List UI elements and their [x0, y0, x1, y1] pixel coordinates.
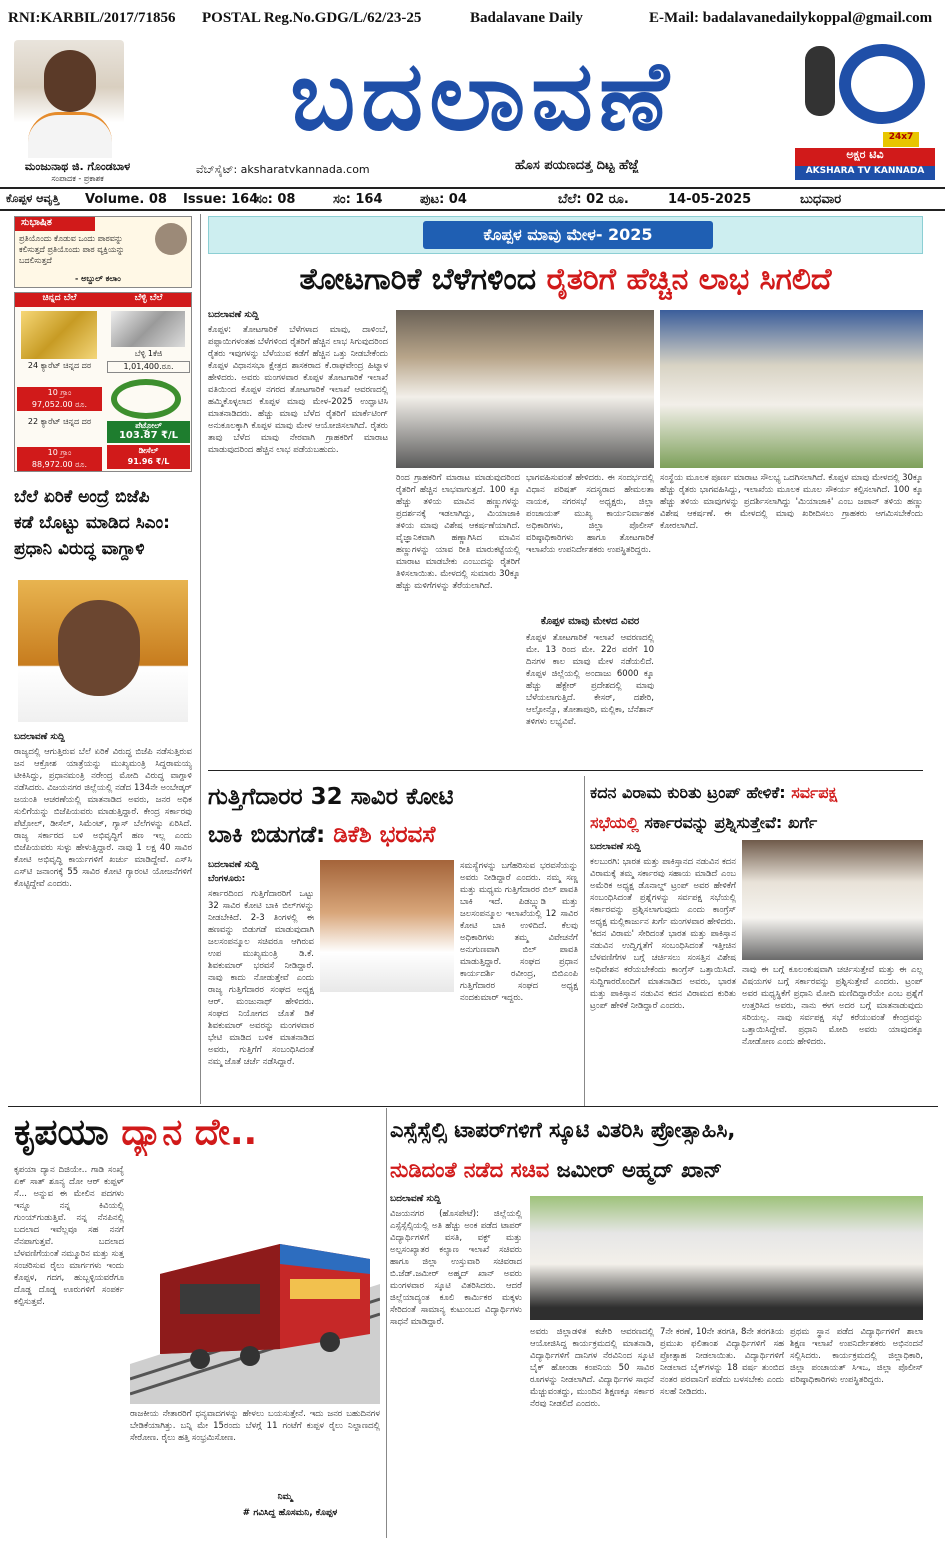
kharge-body-col1: ಕಲಬುರಗಿ: ಭಾರತ ಮತ್ತು ಪಾಕಿಸ್ತಾನದ ನಡುವಿನ ಕದನ ವಿರಾಮಕ್ಕೆ ತಮ್ಮ ಸರ್ಕಾರವು ಸಹಾಯ ಮಾಡಿದೆ ಎಂಬ ಅಮೆರಿಕ ಅಧ್ಯಕ್ಷ ಡೊನಾಲ್ಡ್ ಟ್ರಂಪ್ ಅವರ ಹೇಳಿಕೆಗೆ ಸಂಬಂಧಿಸಿದಂತೆ ಪ್ರಶ್ನೆಗಳನ್ನು ಸರ್ವಪಕ್ಷ ಸಭೆಯಲ್ಲಿ ಸರ್ಕಾರವನ್ನು ಪ್ರಶ್ನಿಸಲಾಗುವುದು ಎಂದು ಕಾಂಗ್ರೆಸ್ ಅಧ್ಯಕ್ಷ ಮಲ್ಲಿಕಾರ್ಜುನ ಖರ್ಗೆ ಮಂಗಳವಾರ ಹೇಳಿದರು. 'ಕದನ ವಿರಾಮ' ಸೇರಿದಂತೆ ಭಾರತ ಮತ್ತು ಪಾಕಿಸ್ತಾನ ನಡುವಿನ ಉದ್ವಿಗ್ನತೆಗೆ ಸಂಬಂಧಿಸಿದಂತೆ ಇತ್ತೀಚಿನ ಬೆಳವಣಿಗೆಗಳ ಬಗ್ಗೆ ಚರ್ಚಿಸಲು ಸಂಸತ್ತಿನ ವಿಶೇಷ ಅಧಿವೇಶನ ಕರೆಯಬೇಕೆಂದು ಕಾಂಗ್ರೆಸ್ ಒತ್ತಾಯಿಸಿದೆ. ಸುದ್ದಿಗಾರರೊಂದಿಗೆ ಮಾತನಾಡಿದ ಅವರು, ಭಾರತ ಮತ್ತು ಪಾಕಿಸ್ತಾನ ನಡುವಿನ ಕದನ ವಿರಾಮದ ಕುರಿತು ಟ್ರಂಪ್ ಹೇಳಿಕೆ ನೀಡಿದ್ದಾರೆ ಎಂದರು.	[590, 857, 736, 1011]
diesel-label: ಡೀಸೆಲ್	[138, 446, 159, 455]
tv-name-kannada: ಅಕ್ಷರ ಟಿವಿ	[795, 148, 935, 166]
tv-logo	[795, 40, 935, 182]
dks-body-col1: ಸರ್ಕಾರದಿಂದ ಗುತ್ತಿಗೆದಾರರಿಗೆ ಒಟ್ಟು 32 ಸಾವಿರ ಕೋಟಿ ಬಾಕಿ ಬಿಲ್‌ಗಳನ್ನು ನೀಡಬೇಕಿದೆ. 2-3 ತಿಂಗಳಲ್ಲಿ ಈ ಹಣವನ್ನು ಬಿಡುಗಡೆ ಮಾಡುವುದಾಗಿ ಜಲಸಂಪನ್ಮೂಲ ಸಚಿವರೂ ಆಗಿರುವ ಉಪ ಮುಖ್ಯಮಂತ್ರಿ ಡಿ.ಕೆ. ಶಿವಕುಮಾರ್ ಭರವಸೆ ನೀಡಿದ್ದಾರೆ. ನಾವು ಕಾದು ನೋಡುತ್ತೇವೆ ಎಂದು ರಾಜ್ಯ ಗುತ್ತಿಗೆದಾರರ ಸಂಘದ ಅಧ್ಯಕ್ಷ ಆರ್. ಮಂಜುನಾಥ್ ಹೇಳಿದರು. ಸಂಘದ ನಿಯೋಗದ ಜೊತೆ ಡಿಕೆ ಶಿವಕುಮಾರ್ ಅವರನ್ನು ಮಂಗಳವಾರ ಭೇಟಿ ಮಾಡಿದ ಬಳಿಕ ಮಾತನಾಡಿದ ಅವರು, ಗುತ್ತಿಗೆಗೆ ಸಂಬಂಧಿಸಿದಂತೆ ನಮ್ಮ ಜೊತೆ ಚರ್ಚೆ ನಡೆಸಿದ್ದಾರೆ.	[208, 889, 314, 1067]
lead-body-col2: ರಿಂದ ಗ್ರಾಹಕರಿಗೆ ಮಾರಾಟ ಮಾಡುವುದರಿಂದ ರೈತರಿಗೆ ಹೆಚ್ಚಿನ ಲಾಭವಾಗುತ್ತದೆ. 100 ಕ್ಕೂ ಹೆಚ್ಚು ತಳಿಯ ಮಾವಿನ ಹಣ್ಣುಗಳನ್ನು ಪ್ರದರ್ಶನಕ್ಕೆ ಇಡಲಾಗಿದ್ದು, ಮಿಯಾಜಾಕಿ ತಳಿಯ ಮಾವು ವಿಶೇಷ ಆಕರ್ಷಣೆಯಾಗಿದೆ. ವೈಜ್ಞಾನಿಕವಾಗಿ ಹಣ್ಣಾಗಿಸಿದ ಮಾವಿನ ಹಣ್ಣುಗಳನ್ನು ಯಾವ ರೀತಿ ಮಾರುಕಟ್ಟೆಯಲ್ಲಿ ಮಾರಾಟ ಮಾಡಬೇಕು ಎಂಬುದನ್ನು ರೈತರಿಗೆ ತಿಳಿಸಲಾಯಿತು. ಮೇಳದಲ್ಲಿ ಸುಮಾರು 30ಕ್ಕೂ ಹೆಚ್ಚು ಮಳಿಗೆಗಳನ್ನು ತೆರೆಯಲಾಗಿದೆ.	[396, 473, 520, 591]
kharge-headline	[590, 778, 923, 838]
subhashita-box	[14, 216, 192, 288]
sslc-photo	[530, 1196, 923, 1320]
lead-byline: ಬದಲಾವಣೆ ಸುದ್ದಿ	[208, 310, 259, 320]
sslc-headline-black: ಜಮೀರ್ ಅಹ್ಮದ್ ಖಾನ್	[556, 1158, 723, 1182]
gold-22-box	[17, 447, 102, 471]
sslc-body-col1: ವಿಜಯನಗರ (ಹೊಸಪೇಟೆ): ಜಿಲ್ಲೆಯಲ್ಲಿ ಎಸ್ಸೆಸ್ಸೆಲ್ಸಿಯಲ್ಲಿ ಅತಿ ಹೆಚ್ಚು ಅಂಕ ಪಡೆದ ಟಾಪರ್ ವಿದ್ಯಾರ್ಥಿಗಳಿಗೆ ವಸತಿ, ವಕ್ಫ್ ಮತ್ತು ಅಲ್ಪಸಂಖ್ಯಾತರ ಕಲ್ಯಾಣ ಇಲಾಖೆ ಸಚಿವರು ಹಾಗೂ ಜಿಲ್ಲಾ ಉಸ್ತುವಾರಿ ಸಚಿವರಾದ ಬಿ.ಜೆಡ್.ಜಮೀರ್ ಅಹ್ಮದ್ ಖಾನ್ ಅವರು ಮಂಗಳವಾರ ಸ್ಕೂಟಿ ವಿತರಿಸಿದರು. ಆದರೆ ಜಿಲ್ಲೆಯಾದ್ಯಂತ ಕೂಲಿ ಕಾರ್ಮಿಕರ ಮಕ್ಕಳು ಸೇರಿದಂತೆ ಸಾಮಾನ್ಯ ಕುಟುಂಬದ ವಿದ್ಯಾರ್ಥಿಗಳು ಸಾಧನೆ ಮಾಡಿದ್ದಾರೆ.	[390, 1209, 522, 1327]
top-bar	[0, 0, 945, 38]
lead-body-col4: ಕೊಪ್ಪಳ ತೋಟಗಾರಿಕೆ ಇಲಾಖೆ ಆವರಣದಲ್ಲಿ ಮೇ. 13 ರಿಂದ ಮೇ. 22ರ ವರೆಗೆ 10 ದಿನಗಳ ಕಾಲ ಮಾವು ಮೇಳ ನಡೆಯಲಿದೆ. ಕೊಪ್ಪಳ ಜಿಲ್ಲೆಯಲ್ಲಿ ಅಂದಾಜು 6000 ಕ್ಕೂ ಹೆಚ್ಚು ಹೆಕ್ಟೇರ್ ಪ್ರದೇಶದಲ್ಲಿ ಮಾವು ಬೆಳೆಯಲಾಗುತ್ತಿದೆ. ಕೇಸರ್, ದಶೇರಿ, ಆಲ್ಫೋನ್ಸೊ, ತೋತಾಪುರಿ, ಮಲ್ಲಿಕಾ, ಬೆನೆಶಾನ್ ತಳಿಗಳು ಲಭ್ಯವಿವೆ.	[526, 633, 654, 727]
dks-headline-black: ಬಾಕಿ ಬಿಡುಗಡೆ:	[208, 822, 326, 848]
kharge-headline-black-1: ಕದನ ವಿರಾಮ ಕುರಿತು ಟ್ರಂಪ್ ಹೇಳಿಕೆ:	[590, 783, 786, 802]
date: 14-05-2025	[668, 192, 752, 207]
edition: ಕೊಪ್ಪಳ ಆವೃತ್ತಿ	[6, 192, 60, 205]
kharge-headline-red-2: ಸಭೆಯಲ್ಲಿ	[590, 813, 639, 832]
subhashita-text: ಪ್ರತಿಯೊಂದು ಕೊಡುವ ಒಂದು ಪಾಠವನ್ನು ಕಲಿಸುತ್ತದೆ ಪ್ರತಿಯೊಂದು ಪಾಠ ವ್ಯಕ್ತಿಯನ್ನು ಬದಲಿಸುತ್ತದೆ	[19, 234, 125, 265]
cm-byline: ಬದಲಾವಣೆ ಸುದ್ದಿ	[14, 732, 65, 742]
mango-fair-photo-2	[660, 310, 923, 468]
fuel-gauge-icon	[111, 379, 181, 419]
gold-24-box	[17, 387, 102, 411]
gold-label: ಚಿನ್ನದ ಬೆಲೆ	[15, 293, 104, 307]
dks-place: ಬೆಂಗಳೂರು:	[208, 874, 246, 884]
gold-24-label: 24 ಕ್ಯಾರೆಟ್ ಚಿನ್ನದ ದರ	[27, 361, 92, 370]
cm-headline-line2: ಕಡೆ ಬೊಟ್ಟು ಮಾಡಿದ ಸಿಎಂ:	[14, 513, 170, 533]
gold-22-price: 88,972.00 ರೂ.	[31, 460, 88, 469]
petrol-box	[107, 421, 190, 443]
editor-role: ಸಂಪಾದಕ - ಪ್ರಕಾಶಕ	[51, 174, 104, 183]
notice-body-col2: ರಾಜಕೀಯ ನೇತಾರರಿಗೆ ಧನ್ಯವಾದಗಳನ್ನು ಹೇಳಲು ಬಯಸುತ್ತೇನೆ. ಇದು ಜನರ ಬಹುದಿನಗಳ ಬೇಡಿಕೆಯಾಗಿತ್ತು. ಬನ್ನಿ ಮೇ 15ರಂದು ಬೆಳಗ್ಗೆ 11 ಗಂಟೆಗೆ ಕುಪ್ಪಳ ರೈಲು ನಿಲ್ದಾಣದಲ್ಲಿ ಸೇರೋಣ. ರೈಲು ಹತ್ತಿ ಸಂಭ್ರಮಿಸೋಣ.	[130, 1409, 380, 1443]
notice-author: # ಗವಿಸಿದ್ದ ಹೊಸಮನಿ, ಕೊಪ್ಪಳ	[242, 1508, 338, 1518]
train-icon	[130, 1164, 380, 1404]
cm-headline	[14, 484, 192, 562]
kharge-byline: ಬದಲಾವಣೆ ಸುದ್ದಿ	[590, 842, 641, 852]
petrol-price: 103.87 ₹/L	[118, 430, 179, 441]
lead-headline-black: ತೋಟಗಾರಿಕೆ ಬೆಳೆಗಳಿಂದ	[299, 262, 537, 297]
dks-headline	[208, 778, 578, 854]
dks-photo	[320, 860, 454, 992]
gold-22-unit: 10 ಗ್ರಾಂ	[47, 448, 72, 457]
issue-number: Issue: 164	[183, 192, 259, 207]
dks-headline-red: ಡಿಕೆಶಿ ಭರವಸೆ	[333, 822, 436, 848]
sslc-headline-red: ನುಡಿದಂತೆ ನಡೆದ ಸಚಿವ	[390, 1158, 550, 1182]
editor-photo	[14, 40, 124, 158]
sam-2: ಸಂ: 164	[333, 192, 383, 207]
section-rule	[8, 1106, 938, 1107]
editor-name: ಮಂಜುನಾಥ ಜಿ. ಗೊಂಡಬಾಳ	[24, 160, 131, 173]
day: ಬುಧವಾರ	[800, 192, 842, 207]
lead-body-col5: ಸಂಸ್ಥೆಯ ಮೂಲಕ ಪೂರ್ಣ ಮಾರಾಟ ಸೌಲಭ್ಯ ಒದಗಿಸಲಾಗಿದೆ. ಕೊಪ್ಪಳ ಮಾವು ಮೇಳದಲ್ಲಿ 30ಕ್ಕೂ ಹೆಚ್ಚು ರೈತರು ಭಾಗವಹಿಸಿದ್ದು, ಇಲಾಖೆಯ ಮೂಲಕ ಮೂಲ ಸೌಕರ್ಯ ಕಲ್ಪಿಸಲಾಗಿದೆ. 100 ಕ್ಕೂ ಹೆಚ್ಚು ತಳಿಯ ಮಾವುಗಳನ್ನು ಪ್ರದರ್ಶಿಸಲಾಗಿದ್ದು 'ಮಿಯಾಜಾಕಿ' ಎಂಬ ಜಪಾನ್ ತಳಿಯ ಹಣ್ಣು ವಿಶೇಷ ಆಕರ್ಷಣೆ. ಈ ಮೇಳದಲ್ಲಿ ಮಾವು ಖರೀದಿಸಲು ಗ್ರಾಹಕರು ಆಗಮಿಸಬೇಕೆಂದು ಕೋರಲಾಗಿದೆ.	[660, 473, 923, 531]
sslc-body-col3: 7ನೇ ಕರಣೆ, 10ನೇ ತರಗತಿ, 8ನೇ ತರಗತಿಯ ಪ್ರಮುಖ ಫಲಿತಾಂಶ ವಿದ್ಯಾರ್ಥಿಗಳಿಗೆ ಸಹ ಪ್ರೋತ್ಸಾಹ ನೀಡಲಾಯಿತು. ವಿದ್ಯಾರ್ಥಿಗಳಿಗೆ ನೀಡಲಾದ ಬೈಕ್‌ಗಳನ್ನು 18 ವರ್ಷ ತುಂಬಿದ ನಂತರ ಪರವಾನಿಗೆ ಪಡೆದು ಬಳಸಬೇಕು ಎಂದು ಸಲಹೆ ನೀಡಿದರು.	[660, 1327, 784, 1397]
subhashita-label: ಸುಭಾಷಿತ	[15, 217, 95, 231]
notice-body-col1: ಕೃಪಯಾ ದ್ಯಾನ ದಿಜಿಯೇ.. ಗಾಡಿ ಸಂಖ್ಯೆ ಏಕ್ ಸಾತ್ ಶೂನ್ಯ ದೋ ಆಠ್ ಕುಪ್ಪಳ್ ಸೆ... ಅನ್ನುವ ಈ ಮೇಲಿನ ಪದಗಳು ಇನ್ನೂ ನನ್ನ ಕಿವಿಯಲ್ಲಿ ಗುಂಯ್‌ಗುಡುತ್ತಿವೆ. ನನ್ನ ನೆನಪಿನಲ್ಲಿ ಬದಲಾದ ಇವೆಲ್ಲವೂ ಸಹ ನನಗೆ ನೆನಪಾಗುತ್ತವೆ. ಬದಲಾದ ಬೆಳವಣಿಗೆಯಂತೆ ನಮ್ಮೂರಿನ ಮತ್ತು ಸುತ್ತ ಸಂಚರಿಸುವ ರೈಲು ಮಾರ್ಗಗಳು ಇಂದು ಕೊಪ್ಪಳ, ಗದಗ, ಹುಬ್ಬಳ್ಳಿಯವರೆಗೂ ದೊಡ್ಡ ದೊಡ್ಡ ಊರುಗಳಿಗೆ ಸಂಪರ್ಕ ಕಲ್ಪಿಸುತ್ತವೆ.	[14, 1165, 124, 1307]
tv-logo-circle	[839, 44, 925, 124]
lead-body-col3: ಭಾಗವಹಿಸುವಂತೆ ಹೇಳಿದರು. ಈ ಸಂದರ್ಭದಲ್ಲಿ ವಿಧಾನ ಪರಿಷತ್ ಸದಸ್ಯರಾದ ಹೇಮಲತಾ ನಾಯಕ, ನಗರಸಭೆ ಅಧ್ಯಕ್ಷರು, ಜಿಲ್ಲಾ ಪಂಚಾಯತ್ ಮುಖ್ಯ ಕಾರ್ಯನಿರ್ವಾಹಕ ಅಧಿಕಾರಿಗಳು, ಜಿಲ್ಲಾ ಪೊಲೀಸ್ ವರಿಷ್ಠಾಧಿಕಾರಿಗಳು ಹಾಗೂ ತೋಟಗಾರಿಕೆ ಇಲಾಖೆಯ ಉಪನಿರ್ದೇಶಕರು ಉಪಸ್ಥಿತರಿದ್ದರು.	[526, 473, 654, 555]
issue-info-bar	[0, 187, 945, 211]
volume: Volume. 08	[85, 192, 167, 207]
section-rule	[208, 770, 923, 771]
sslc-byline: ಬದಲಾವಣೆ ಸುದ್ದಿ	[390, 1194, 441, 1204]
cm-body: ರಾಜ್ಯದಲ್ಲಿ ಆಗುತ್ತಿರುವ ಬೆಲೆ ಏರಿಕೆ ವಿರುದ್ಧ ಬಿಜೆಪಿ ನಡೆಸುತ್ತಿರುವ ಜನ ಆಕ್ರೋಶ ಯಾತ್ರೆಯನ್ನು ಮುಖ್ಯಮಂತ್ರಿ ಸಿದ್ದರಾಮಯ್ಯ ಟೀಕಿಸಿದ್ದು, ಪ್ರಧಾನಮಂತ್ರಿ ನರೇಂದ್ರ ಮೋದಿ ವಿರುದ್ಧ ವಾಗ್ದಾಳಿ ನಡೆಸಿದರು. ವಿಜಯನಗರ ಜಿಲ್ಲೆಯಲ್ಲಿ ನಡೆದ 134ನೇ ಅಂಬೇಡ್ಕರ್ ಜಯಂತಿ ಆಚರಣೆಯಲ್ಲಿ ಮಾತನಾಡಿದ ಅವರು, ಜನರ ಅಧಿಕ ಸುಲಿಗೆಯನ್ನು ಬಿಜೆಪಿಯವರು ಮಾಡುತ್ತಿದ್ದಾರೆ. ಕೇಂದ್ರ ಸರ್ಕಾರವು ಪೆಟ್ರೋಲ್, ಡೀಸೆಲ್, ಸಿಮೆಂಟ್, ಗ್ಯಾಸ್ ಬೆಲೆಗಳನ್ನು ಏರಿಸಿದೆ. ರಾಜ್ಯ ಸರ್ಕಾರದ ಬಳಿ ಅಭಿವೃದ್ಧಿಗೆ ಹಣ ಇಲ್ಲ ಎಂದು ಬಿಜೆಪಿಯವರು ಸುಳ್ಳು ಹೇಳುತ್ತಿದ್ದಾರೆ. ನಾವು 1 ಲಕ್ಷ 40 ಸಾವಿರ ಕೋಟಿ ಅಭಿವೃದ್ಧಿ ಕಾರ್ಯಗಳಿಗೆ ಖರ್ಚು ಮಾಡಿದ್ದೇವೆ. ಎಸ್‌ಸಿ ಎಸ್‌ಟಿ ಜನಾಂಗಕ್ಕೆ 55 ಸಾವಿರ ಕೋಟಿ ಗ್ಯಾರಂಟಿ ಯೋಜನೆಗಳಿಗೆ ಕೊಟ್ಟಿದ್ದೇವೆ ಎಂದರು.	[14, 747, 192, 889]
microphone-icon	[805, 46, 835, 116]
website: ವೆಬ್‌ಸೈಟ್: aksharatvkannada.com	[196, 163, 370, 176]
mango-fair-photo-1	[396, 310, 654, 468]
shirt-shape	[28, 112, 112, 158]
column-rule	[200, 214, 201, 1104]
masthead-title: ಬದಲಾವಣೆ	[290, 43, 675, 150]
mango-fair-banner	[208, 216, 923, 254]
silver-label: ಬೆಳ್ಳಿ ಬೆಲೆ	[104, 293, 192, 307]
notice-headline	[14, 1110, 384, 1156]
sslc-body-col4: ಪ್ರಥಮ ಸ್ಥಾನ ಪಡೆದ ವಿದ್ಯಾರ್ಥಿಗಳಿಗೆ ಶಾಲಾ ಶಿಕ್ಷಣ ಇಲಾಖೆ ಉಪನಿರ್ದೇಶಕರು ಅಭಿನಂದನೆ ಸಲ್ಲಿಸಿದರು. ಕಾರ್ಯಕ್ರಮದಲ್ಲಿ ಜಿಲ್ಲಾಧಿಕಾರಿ, ಜಿಲ್ಲಾ ಪಂಚಾಯತ್ ಸಿಇಒ, ಜಿಲ್ಲಾ ಪೊಲೀಸ್ ವರಿಷ್ಠಾಧಿಕಾರಿಗಳು ಉಪಸ್ಥಿತರಿದ್ದರು.	[790, 1327, 923, 1385]
dks-byline: ಬದಲಾವಣೆ ಸುದ್ದಿ	[208, 860, 259, 870]
lead-headline	[208, 258, 923, 302]
diesel-box	[107, 445, 190, 469]
dks-body-col2: ಸಮಸ್ಯೆಗಳನ್ನು ಬಗೆಹರಿಸುವ ಭರವಸೆಯನ್ನು ಅವರು ನೀಡಿದ್ದಾರೆ ಎಂದರು. ನಮ್ಮ ಸಣ್ಣ ಮತ್ತು ಮಧ್ಯಮ ಗುತ್ತಿಗೆದಾರರ ಬಿಲ್ ಪಾವತಿ ಬಾಕಿ ಇದೆ. ಪಿಡಬ್ಲ್ಯುಡಿ ಮತ್ತು ಜಲಸಂಪನ್ಮೂಲ ಇಲಾಖೆಯಲ್ಲಿ 12 ಸಾವಿರ ಕೋಟಿ ಬಾಕಿ ಉಳಿದಿದೆ. ಕೆಲವು ಅಧಿಕಾರಿಗಳು ತಮ್ಮ ವಿವೇಚನೆಗೆ ಅನುಗುಣವಾಗಿ ಬಿಲ್ ಪಾವತಿ ಮಾಡುತ್ತಿದ್ದಾರೆ. ಸಂಘದ ಪ್ರಧಾನ ಕಾರ್ಯದರ್ಶಿ ರವೀಂದ್ರ, ಬಿಬಿಎಂಪಿ ಗುತ್ತಿಗೆದಾರರ ಸಂಘದ ಅಧ್ಯಕ್ಷ ನಂದಕುಮಾರ್ ಇದ್ದರು.	[460, 861, 578, 1003]
column-rule	[386, 1108, 387, 1538]
face-shape	[58, 600, 140, 696]
price: ಬೆಲೆ: 02 ರೂ.	[558, 192, 629, 207]
cm-photo	[18, 580, 188, 722]
tagline: ಹೊಸ ಪಯಣದತ್ತ ದಿಟ್ಟ ಹೆಜ್ಜೆ	[515, 158, 639, 173]
gold-bars-image	[21, 311, 97, 359]
notice-title-black: ಕೃಪಯಾ	[14, 1112, 109, 1153]
dks-headline-line1: ಗುತ್ತಿಗೆದಾರರ 32 ಸಾವಿರ ಕೋಟಿ	[208, 784, 454, 810]
silver-price: 1,01,400.ರೂ.	[107, 361, 190, 373]
kharge-body-col2: ನಾವು ಈ ಬಗ್ಗೆ ಕೂಲಂಕುಷವಾಗಿ ಚರ್ಚಿಸುತ್ತೇವೆ ಮತ್ತು ಈ ಎಲ್ಲ ವಿಷಯಗಳ ಬಗ್ಗೆ ಸರ್ಕಾರವನ್ನು ಪ್ರಶ್ನಿಸುತ್ತೇವೆ ಎಂದರು. ಟ್ರಂಪ್ ಅವರ ಮಧ್ಯಸ್ಥಿಕೆಗೆ ಪ್ರಧಾನಿ ಮೋದಿ ಮಣಿದಿದ್ದಾರೆಯೇ ಎಂಬ ಪ್ರಶ್ನೆಗೆ ಉತ್ತರಿಸಿದ ಅವರು, ನಾನು ಈಗ ಅದರ ಬಗ್ಗೆ ಮಾತನಾಡುವುದು ಸರಿಯಲ್ಲ. ನಾವು ಸರ್ವಪಕ್ಷ ಸಭೆ ಕರೆಯುವಂತೆ ಕೇಂದ್ರವನ್ನು ಒತ್ತಾಯಿಸಿದ್ದೇವೆ. ಪ್ರಧಾನಿ ಮೋದಿ ಅವರು ಯಾವುದಕ್ಕೂ ನೋಡೋಣ ಎಂದು ಹೇಳಿದರು.	[742, 965, 923, 1047]
train-illustration	[130, 1164, 380, 1404]
cm-headline-line1: ಬೆಲೆ ಏರಿಕೆ ಅಂದ್ರೆ ಬಿಜೆಪಿ	[14, 487, 150, 507]
lead-body-col1: ಕೊಪ್ಪಳ: ತೋಟಗಾರಿಕೆ ಬೆಳೆಗಳಾದ ಮಾವು, ದಾಳಿಂಬೆ, ಪಪ್ಪಾಯಿಗಳಂತಹ ಬೆಳೆಗಳಿಂದ ರೈತರಿಗೆ ಹೆಚ್ಚಿನ ಲಾಭ ಸಿಗುವುದರಿಂದ ರೈತರು ಇವುಗಳನ್ನು ಬೆಳೆಯುವ ಕಡೆಗೆ ಹೆಚ್ಚಿನ ಒತ್ತು ನೀಡಬೇಕೆಂದು ಕೊಪ್ಪಳ ವಿಧಾನಸಭಾ ಕ್ಷೇತ್ರದ ಶಾಸಕರಾದ ಕೆ.ರಾಘವೇಂದ್ರ ಹಿಟ್ನಾಳ ಹೇಳಿದರು. ಅವರು ಮಂಗಳವಾರ ಕೊಪ್ಪಳ ತೋಟಗಾರಿಕೆ ಇಲಾಖೆ ವತಿಯಿಂದ ಕೊಪ್ಪಳ ನಗರದ ತೋಟಗಾರಿಕೆ ಇಲಾಖೆ ಆವರಣದಲ್ಲಿ ಹಮ್ಮಿಕೊಳ್ಳಲಾದ ಕೊಪ್ಪಳ ಮಾವು ಮೇಳ-2025 ಉದ್ಘಾಟಿಸಿ ಮಾತನಾಡಿದರು. ಹೆಚ್ಚು ಮಾವು ಬೆಳೆದ ರೈತರಿಗೆ ಮಾರ್ಕೆಟಿಂಗ್ ಅನುಕೂಲಕ್ಕಾಗಿ ಕೊಪ್ಪಳ ಮಾವು ಮೇಳ ಆಯೋಜಿಸಲಾಗಿದೆ. ರೈತರು ತಾವು ಬೆಳೆದ ಮಾವು ನೇರವಾಗಿ ಗ್ರಾಹಕರಿಗೆ ಮಾರಾಟ ಮಾಡುವುದರಿಂದ ಹೆಚ್ಚಿನ ಲಾಭ ಪಡೆಯಬಹುದು.	[208, 325, 388, 455]
notice-title-red: ದ್ಯಾನ ದೇ..	[121, 1112, 258, 1153]
column-rule	[584, 776, 585, 1106]
sam-1: ಸಂ: 08	[255, 192, 296, 207]
mango-fair-banner-label: ಕೊಪ್ಪಳ ಮಾವು ಮೇಳ- 2025	[423, 221, 713, 249]
tv-badge: 24x7	[883, 132, 919, 147]
silver-bars-image	[111, 311, 185, 347]
kharge-headline-black-2: ಸರ್ಕಾರವನ್ನು ಪ್ರಶ್ನಿಸುತ್ತೇವೆ: ಖರ್ಗೆ	[644, 813, 818, 832]
postal-reg: POSTAL Reg.No.GDG/L/62/23-25	[202, 10, 422, 26]
face-shape	[44, 50, 96, 112]
sslc-headline-line1: ಎಸ್ಸೆಸ್ಸೆಲ್ಸಿ ಟಾಪರ್‌ಗಳಿಗೆ ಸ್ಕೂಟಿ ವಿತರಿಸಿ ಪ್ರೋತ್ಸಾಹಿಸಿ,	[390, 1118, 736, 1142]
notice-sign: ನಿಮ್ಮ	[277, 1492, 293, 1502]
sslc-body-col2: ಅವರು ಜಿಲ್ಲಾಡಳಿತ ಕಚೇರಿ ಆವರಣದಲ್ಲಿ ಆಯೋಜಿಸಿದ್ದ ಕಾರ್ಯಕ್ರಮದಲ್ಲಿ ಮಾತನಾಡಿ, ವಿದ್ಯಾರ್ಥಿಗಳಿಗೆ ದಾನಿಗಳ ನೆರವಿನಿಂದ ಸ್ಕೂಟಿ ಬೈಕ್ ಹೋಂಡಾ ಕಂಪನಿಯ 50 ಸಾವಿರ ರೂಗಳನ್ನು ನೀಡಲಾಗಿದೆ. ವಿದ್ಯಾರ್ಥಿಗಳ ಸಾಧನೆ ಮೆಚ್ಚುವಂತದ್ದು, ಮುಂದಿನ ಶಿಕ್ಷಣಕ್ಕೂ ಸರ್ಕಾರ ನೆರವು ನೀಡಲಿದೆ ಎಂದರು.	[530, 1327, 654, 1409]
sslc-headline	[390, 1110, 923, 1190]
kharge-headline-red-1: ಸರ್ವಪಕ್ಷ	[791, 783, 838, 802]
subhashita-author: - ಅಬ್ದುಲ್ ಕಲಾಂ	[75, 274, 121, 283]
paper-name-en: Badalavane Daily	[470, 10, 583, 26]
kharge-photo	[742, 840, 923, 960]
gold-24-price: 97,052.00 ರೂ.	[31, 400, 88, 409]
pages: ಪುಟ: 04	[420, 192, 467, 207]
gold-22-label: 22 ಕ್ಯಾರೆಟ್ ಚಿನ್ನದ ದರ	[27, 417, 92, 426]
lead-headline-red: ರೈತರಿಗೆ ಹೆಚ್ಚಿನ ಲಾಭ ಸಿಗಲಿದೆ	[546, 262, 832, 297]
rni-number: RNI:KARBIL/2017/71856	[8, 10, 176, 26]
petrol-label: ಪೆಟ್ರೋಲ್	[135, 421, 162, 430]
kalam-photo	[155, 223, 187, 255]
gold-24-unit: 10 ಗ್ರಾಂ	[47, 388, 72, 397]
cm-headline-line3: ಪ್ರಧಾನಿ ವಿರುದ್ಧ ವಾಗ್ದಾಳಿ	[14, 539, 145, 559]
silver-unit: ಬೆಳ್ಳಿ 1ಕೆಜಿ	[134, 349, 163, 358]
diesel-price: 91.96 ₹/L	[127, 457, 170, 466]
rates-box	[14, 292, 192, 472]
tv-name-english: AKSHARA TV KANNADA	[795, 166, 935, 180]
lead-subheading: ಕೊಪ್ಪಳ ಮಾವು ಮೇಳದ ವಿವರ	[540, 616, 640, 627]
email: E-Mail: badalavanedailykoppal@gmail.com	[649, 10, 933, 26]
